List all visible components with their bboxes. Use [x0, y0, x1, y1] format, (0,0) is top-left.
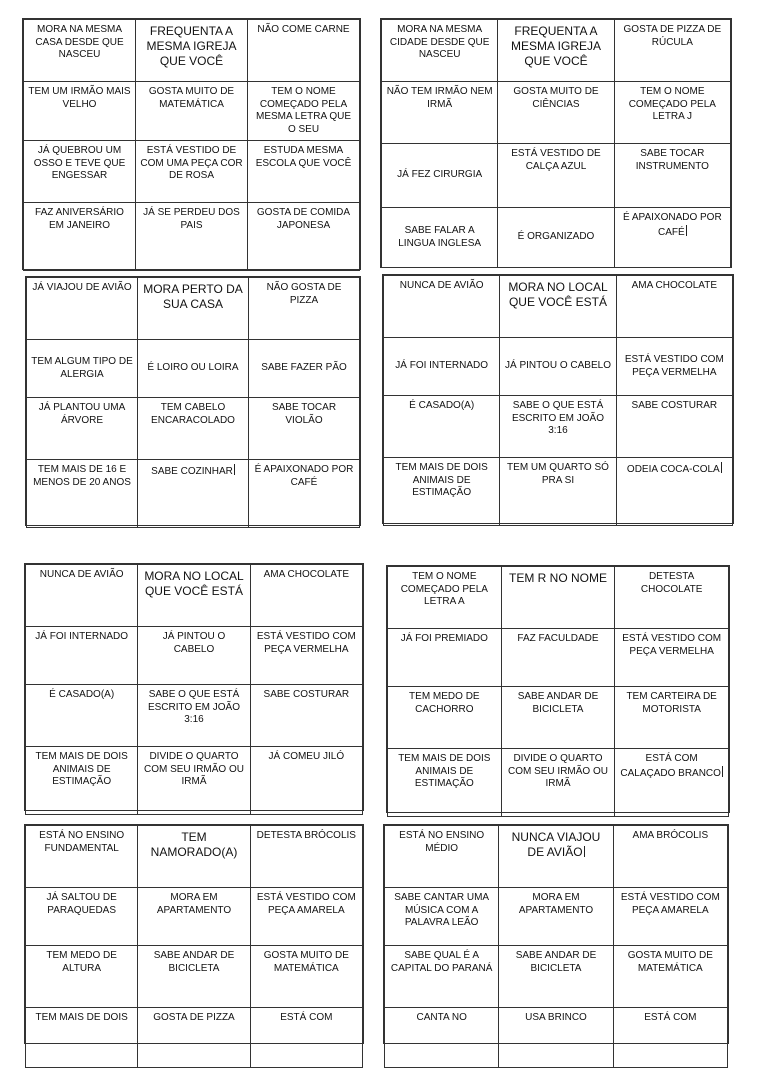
bingo-row	[24, 82, 360, 141]
bingo-cell	[138, 340, 249, 398]
bingo-row	[26, 747, 363, 815]
bingo-cell	[614, 208, 730, 268]
bingo-cell	[138, 888, 250, 946]
bingo-grid	[383, 275, 733, 526]
bingo-cell-text: SABE FAZER PÃO	[261, 362, 347, 374]
bingo-row	[384, 338, 733, 396]
bingo-cell-text: ESTÁ COM CALAÇADO BRANCO	[620, 753, 721, 779]
bingo-cell	[616, 338, 732, 396]
bingo-cell	[24, 20, 136, 82]
bingo-cell-text: DETESTA CHOCOLATE	[640, 571, 703, 595]
bingo-row	[385, 826, 728, 888]
bingo-cell-text: NÃO COME CARNE	[257, 24, 350, 35]
bingo-cell-text: GOSTA MUITO DE MATEMÁTICA	[627, 950, 713, 974]
bingo-row	[26, 565, 363, 627]
bingo-cell	[250, 685, 362, 747]
bingo-card-1	[22, 18, 361, 270]
bingo-cell	[249, 278, 360, 340]
bingo-cell-text: SABE COZINHAR	[151, 466, 233, 477]
bingo-cell	[250, 1008, 362, 1068]
bingo-cell-text: JÁ SALTOU DE PARAQUEDAS	[46, 892, 117, 916]
bingo-card-2	[380, 18, 732, 268]
bingo-cell	[26, 747, 138, 815]
bingo-cell	[250, 627, 362, 685]
bingo-cell-text: JÁ FOI PREMIADO	[400, 633, 488, 644]
bingo-cell	[250, 888, 362, 946]
bingo-cell-text: ESTÁ VESTIDO COM PEÇA VERMELHA	[622, 633, 722, 657]
bingo-cell	[24, 82, 136, 141]
bingo-cell	[136, 20, 248, 82]
bingo-cell-text: TEM CABELO ENCARACOLADO	[151, 402, 235, 426]
bingo-cell	[248, 20, 360, 82]
bingo-cell	[616, 276, 732, 338]
bingo-cell-text: ESTÁ COM	[644, 1012, 697, 1023]
bingo-cell-text: MORA PERTO DA SUA CASA	[143, 282, 243, 311]
bingo-cell	[501, 687, 615, 749]
bingo-cell-text: SABE TOCAR VIOLÃO	[271, 402, 337, 426]
bingo-row	[24, 20, 360, 82]
bingo-cell-text: TEM UM QUARTO SÓ PRA SI	[507, 462, 609, 486]
bingo-cell	[249, 340, 360, 398]
bingo-cell-text: DIVIDE O QUARTO COM SEU IRMÃO OU IRMÃ	[507, 753, 608, 789]
text-cursor	[721, 462, 722, 473]
bingo-cell	[382, 144, 498, 208]
bingo-cell-text: DETESTA BRÓCOLIS	[256, 830, 356, 841]
bingo-cell-text: JÁ FEZ CIRURGIA	[397, 169, 483, 181]
bingo-grid	[25, 564, 363, 815]
bingo-cell	[385, 1008, 499, 1068]
bingo-cell-text: GOSTA DE COMIDA JAPONESA	[256, 207, 351, 231]
bingo-cell	[499, 946, 613, 1008]
bingo-card-6	[386, 565, 730, 813]
bingo-row	[388, 749, 729, 817]
bingo-grid	[384, 825, 728, 1068]
bingo-cell	[613, 826, 727, 888]
bingo-cell-text: TEM NAMORADO(A)	[150, 830, 238, 859]
bingo-cell-text: GOSTA DE PIZZA DE RÚCULA	[623, 24, 722, 48]
bingo-cell	[613, 888, 727, 946]
bingo-cell	[613, 1008, 727, 1068]
bingo-cell-text: SABE FALAR A LINGUA INGLESA	[398, 225, 482, 249]
bingo-cell-text: JÁ VIAJOU DE AVIÃO	[32, 282, 132, 293]
bingo-cell	[138, 747, 250, 815]
bingo-cell-text: TEM CARTEIRA DE MOTORISTA	[626, 691, 717, 715]
bingo-cell	[499, 888, 613, 946]
bingo-cell	[501, 749, 615, 817]
bingo-cell-text: ESTÁ NO ENSINO FUNDAMENTAL	[39, 830, 125, 854]
bingo-cell-text: SABE ANDAR DE BICICLETA	[153, 950, 235, 974]
bingo-cell	[250, 565, 362, 627]
bingo-row	[384, 458, 733, 526]
bingo-cell-text: É ORGANIZADO	[517, 231, 595, 243]
bingo-cell-text: FREQUENTA A MESMA IGREJA QUE VOCÊ	[510, 24, 601, 68]
bingo-cell-text: TEM O NOME COMEÇADO PELA LETRA J	[628, 86, 716, 122]
bingo-cell	[26, 1008, 138, 1068]
bingo-row	[382, 82, 731, 144]
bingo-row	[385, 946, 728, 1008]
bingo-card-7	[24, 824, 364, 1044]
bingo-cell-text: ESTÁ COM	[280, 1012, 333, 1023]
bingo-cell	[138, 278, 249, 340]
bingo-cell-text: CANTA NO	[416, 1012, 467, 1023]
bingo-cell-text: FREQUENTA A MESMA IGREJA QUE VOCÊ	[146, 24, 237, 68]
bingo-cell	[248, 82, 360, 141]
bingo-cell	[27, 398, 138, 460]
bingo-cell	[27, 340, 138, 398]
bingo-cell	[26, 627, 138, 685]
bingo-cell	[500, 396, 616, 458]
bingo-row	[26, 826, 363, 888]
bingo-cell	[136, 82, 248, 141]
bingo-cell-text: ESTÁ VESTIDO COM PEÇA VERMELHA	[624, 354, 724, 378]
bingo-cell-text: NUNCA DE AVIÃO	[399, 280, 484, 291]
bingo-cell	[615, 567, 729, 629]
bingo-row	[382, 208, 731, 268]
bingo-grid	[23, 19, 360, 271]
bingo-cell-text: TEM R NO NOME	[508, 571, 607, 585]
bingo-row	[26, 888, 363, 946]
bingo-cell-text: JÁ PINTOU O CABELO	[505, 360, 611, 372]
bingo-cell	[248, 141, 360, 203]
bingo-cell	[26, 826, 138, 888]
bingo-row	[27, 340, 360, 398]
bingo-cell	[138, 946, 250, 1008]
bingo-cell-text: TEM MAIS DE DOIS ANIMAIS DE ESTIMAÇÃO	[398, 753, 491, 789]
bingo-cell-text: ESTÁ NO ENSINO MÉDIO	[399, 830, 485, 854]
bingo-cell	[615, 687, 729, 749]
bingo-cell-text: ESTÁ VESTIDO DE COM UMA PEÇA COR DE ROSA	[140, 145, 243, 181]
bingo-cell	[384, 338, 500, 396]
bingo-cell-text: TEM O NOME COMEÇADO PELA MESMA LETRA QUE O SEU	[255, 86, 352, 135]
bingo-row	[26, 1008, 363, 1068]
bingo-row	[382, 20, 731, 82]
bingo-cell	[382, 82, 498, 144]
bingo-cell	[614, 82, 730, 144]
bingo-cell	[616, 396, 732, 458]
text-cursor	[686, 225, 687, 236]
bingo-card-4	[382, 274, 734, 524]
bingo-cell-text: SABE CANTAR UMA MÚSICA COM A PALAVRA LEÃO	[394, 892, 490, 928]
bingo-cell	[615, 629, 729, 687]
bingo-row	[27, 398, 360, 460]
bingo-cell	[500, 276, 616, 338]
bingo-cell-text: NUNCA VIAJOU DE AVIÃO	[511, 830, 601, 859]
bingo-cell	[614, 144, 730, 208]
bingo-cell-text: GOSTA MUITO DE MATEMÁTICA	[263, 950, 349, 974]
bingo-cell	[385, 946, 499, 1008]
bingo-cell	[26, 888, 138, 946]
bingo-grid	[381, 19, 731, 268]
bingo-row	[388, 567, 729, 629]
bingo-cell	[498, 82, 614, 144]
bingo-cell	[27, 278, 138, 340]
bingo-cell	[138, 460, 249, 528]
bingo-cell-text: JÁ PLANTOU UMA ÁRVORE	[38, 402, 126, 426]
bingo-cell-text: ESTÁ VESTIDO COM PEÇA AMARELA	[620, 892, 720, 916]
bingo-cell-text: É CASADO(A)	[49, 689, 115, 700]
bingo-cell-text: SABE COSTURAR	[263, 689, 350, 700]
bingo-cell-text: MORA NO LOCAL QUE VOCÊ ESTÁ	[508, 280, 608, 309]
bingo-cell-text: É APAIXONADO POR CAFÉ	[622, 212, 722, 238]
bingo-cell	[250, 747, 362, 815]
bingo-row	[384, 396, 733, 458]
bingo-cell-text: TEM MAIS DE 16 E MENOS DE 20 ANOS	[33, 464, 131, 488]
bingo-cell	[248, 203, 360, 271]
bingo-cell-text: SABE O QUE ESTÁ ESCRITO EM JOÃO 3:16	[511, 400, 605, 436]
bingo-cell-text: TEM MAIS DE DOIS ANIMAIS DE ESTIMAÇÃO	[395, 462, 488, 498]
bingo-cell-text: FAZ ANIVERSÁRIO EM JANEIRO	[35, 207, 124, 231]
bingo-cell	[615, 749, 729, 817]
bingo-row	[382, 144, 731, 208]
bingo-cell	[385, 826, 499, 888]
bingo-cell	[138, 685, 250, 747]
bingo-cell	[136, 203, 248, 271]
bingo-cell-text: NUNCA DE AVIÃO	[39, 569, 124, 580]
bingo-cell	[26, 946, 138, 1008]
bingo-card-5	[24, 563, 364, 811]
bingo-cell-text: TEM ALGUM TIPO DE ALERGIA	[31, 356, 133, 380]
bingo-cell-text: SABE COSTURAR	[631, 400, 718, 411]
bingo-cell	[26, 685, 138, 747]
bingo-cell	[388, 629, 502, 687]
bingo-grid	[25, 825, 363, 1068]
bingo-cell	[138, 826, 250, 888]
bingo-row	[388, 629, 729, 687]
bingo-cell	[138, 565, 250, 627]
bingo-cell-text: MORA NO LOCAL QUE VOCÊ ESTÁ	[144, 569, 244, 598]
bingo-row	[388, 687, 729, 749]
bingo-cell	[616, 458, 732, 526]
bingo-cell	[500, 338, 616, 396]
bingo-cell-text: FAZ FACULDADE	[517, 633, 599, 644]
bingo-cell	[138, 398, 249, 460]
bingo-cell-text: USA BRINCO	[525, 1012, 587, 1023]
bingo-grid	[26, 277, 360, 528]
bingo-row	[385, 888, 728, 946]
bingo-cell-text: SABE TOCAR INSTRUMENTO	[635, 148, 709, 172]
bingo-row	[385, 1008, 728, 1068]
bingo-cell	[501, 629, 615, 687]
bingo-cell-text: ESTÁ VESTIDO COM PEÇA VERMELHA	[256, 631, 356, 655]
bingo-row	[26, 627, 363, 685]
bingo-row	[26, 685, 363, 747]
bingo-cell-text: MORA EM APARTAMENTO	[518, 892, 594, 916]
bingo-cell-text: MORA NA MESMA CIDADE DESDE QUE NASCEU	[389, 24, 490, 60]
bingo-cell	[384, 458, 500, 526]
bingo-cell-text: ESTÁ VESTIDO DE CALÇA AZUL	[511, 148, 601, 172]
bingo-cell	[249, 460, 360, 528]
bingo-cell	[500, 458, 616, 526]
bingo-cell-text: É LOIRO OU LOIRA	[147, 362, 239, 374]
bingo-cell-text: JÁ SE PERDEU DOS PAIS	[143, 207, 240, 231]
bingo-cell	[382, 208, 498, 268]
bingo-cell	[136, 141, 248, 203]
bingo-cell-text: É CASADO(A)	[409, 400, 475, 411]
bingo-cell-text: JÁ COMEU JILÓ	[268, 751, 345, 762]
bingo-cell-text: TEM O NOME COMEÇADO PELA LETRA A	[400, 571, 488, 607]
bingo-cell	[24, 141, 136, 203]
bingo-cell	[27, 460, 138, 528]
bingo-card-8	[383, 824, 729, 1044]
bingo-cell-text: TEM MAIS DE DOIS	[35, 1012, 128, 1023]
bingo-cell-text: AMA CHOCOLATE	[631, 280, 718, 291]
bingo-cell-text: DIVIDE O QUARTO COM SEU IRMÃO OU IRMÃ	[143, 751, 244, 787]
bingo-row	[384, 276, 733, 338]
bingo-cell	[498, 20, 614, 82]
bingo-cell	[388, 687, 502, 749]
bingo-cell-text: SABE ANDAR DE BICICLETA	[515, 950, 597, 974]
bingo-cell	[385, 888, 499, 946]
bingo-cell	[250, 946, 362, 1008]
bingo-cell	[384, 396, 500, 458]
bingo-cell-text: AMA CHOCOLATE	[263, 569, 350, 580]
bingo-cell	[498, 144, 614, 208]
bingo-cell	[24, 203, 136, 271]
bingo-cell-text: GOSTA DE PIZZA	[153, 1012, 235, 1023]
bingo-cell-text: ESTÁ VESTIDO COM PEÇA AMARELA	[256, 892, 356, 916]
text-cursor	[584, 846, 585, 857]
bingo-card-3	[25, 276, 361, 526]
bingo-cell	[249, 398, 360, 460]
bingo-cell-text: TEM UM IRMÃO MAIS VELHO	[28, 86, 131, 110]
bingo-cell-text: GOSTA MUITO DE CIÊNCIAS	[513, 86, 599, 110]
bingo-cell-text: SABE O QUE ESTÁ ESCRITO EM JOÃO 3:16	[147, 689, 241, 725]
bingo-row	[26, 946, 363, 1008]
bingo-cell	[614, 20, 730, 82]
bingo-cell-text: É APAIXONADO POR CAFÉ	[254, 464, 354, 488]
bingo-cell-text: MORA EM APARTAMENTO	[156, 892, 232, 916]
bingo-cell-text: ESTUDA MESMA ESCOLA QUE VOCÊ	[255, 145, 352, 169]
bingo-cell-text: TEM MEDO DE ALTURA	[46, 950, 117, 974]
bingo-row	[27, 460, 360, 528]
bingo-cell	[388, 749, 502, 817]
bingo-cell-text: MORA NA MESMA CASA DESDE QUE NASCEU	[35, 24, 124, 60]
bingo-cell	[613, 946, 727, 1008]
bingo-cell	[384, 276, 500, 338]
bingo-grid	[387, 566, 729, 817]
bingo-cell	[499, 1008, 613, 1068]
text-cursor	[722, 766, 723, 777]
bingo-cell-text: JÁ PINTOU O CABELO	[162, 631, 226, 655]
bingo-cell	[138, 627, 250, 685]
bingo-cell	[382, 20, 498, 82]
bingo-cell	[138, 1008, 250, 1068]
bingo-cell-text: TEM MEDO DE CACHORRO	[409, 691, 480, 715]
bingo-cell-text: ODEIA COCA-COLA	[626, 464, 720, 475]
bingo-cell	[498, 208, 614, 268]
bingo-cell-text: NÃO GOSTA DE PIZZA	[266, 282, 342, 306]
bingo-cell-text: TEM MAIS DE DOIS ANIMAIS DE ESTIMAÇÃO	[35, 751, 128, 787]
bingo-row	[24, 203, 360, 271]
bingo-row	[27, 278, 360, 340]
bingo-cell-text: SABE ANDAR DE BICICLETA	[517, 691, 599, 715]
bingo-row	[24, 141, 360, 203]
bingo-cell-text: GOSTA MUITO DE MATEMÁTICA	[148, 86, 235, 110]
bingo-cell	[499, 826, 613, 888]
bingo-cell-text: SABE QUAL É A CAPITAL DO PARANÁ	[390, 950, 493, 974]
bingo-cell	[501, 567, 615, 629]
bingo-cell-text: AMA BRÓCOLIS	[632, 830, 709, 841]
bingo-cell-text: JÁ FOI INTERNADO	[395, 360, 489, 372]
bingo-cell	[388, 567, 502, 629]
bingo-cell-text: JÁ QUEBROU UM OSSO E TEVE QUE ENGESSAR	[33, 145, 126, 181]
bingo-cell-text: JÁ FOI INTERNADO	[35, 631, 129, 642]
bingo-cell	[250, 826, 362, 888]
bingo-cell-text: NÃO TEM IRMÃO NEM IRMÃ	[386, 86, 493, 110]
text-cursor	[234, 464, 235, 475]
bingo-cell	[26, 565, 138, 627]
